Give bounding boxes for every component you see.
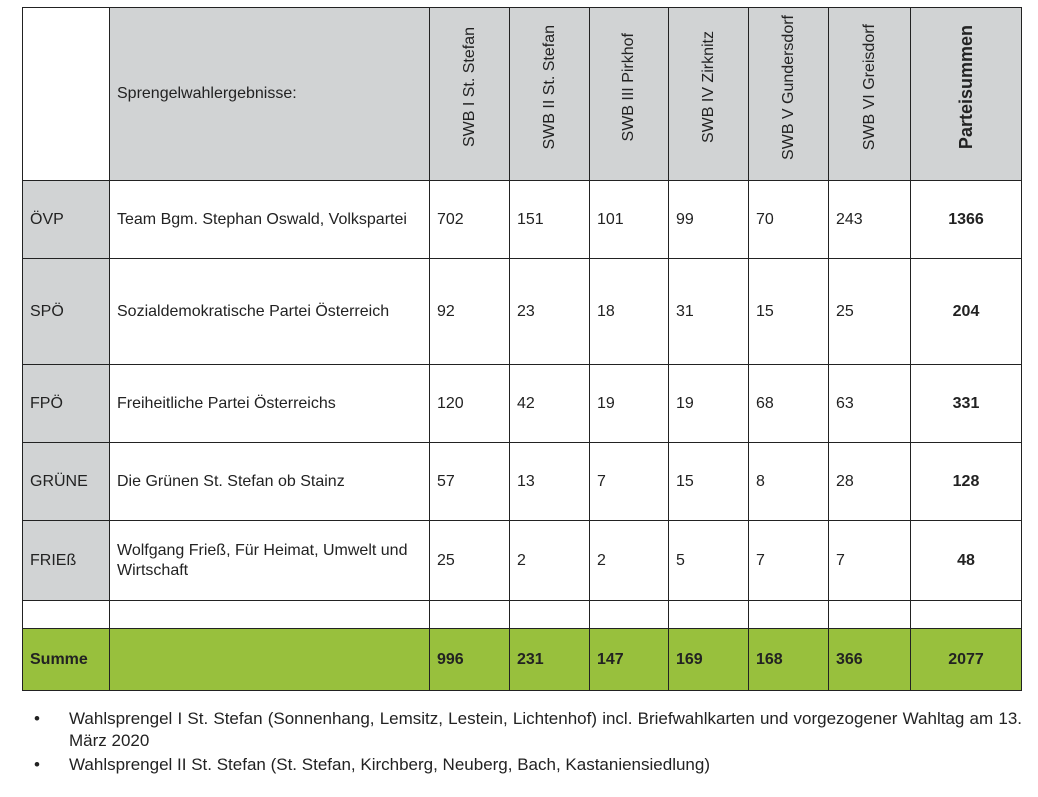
vote-cell: 25	[829, 259, 911, 365]
vote-cell: 101	[590, 181, 669, 259]
vote-cell: 120	[430, 365, 510, 443]
column-header-text: SWB VI Greisdorf	[860, 23, 878, 151]
column-header	[510, 8, 590, 181]
footnotes	[22, 708, 1022, 778]
empty-cell	[749, 601, 829, 629]
empty-cell	[430, 601, 510, 629]
vote-cell: 28	[829, 443, 911, 521]
vote-cell: 15	[669, 443, 749, 521]
vote-cell: 23	[510, 259, 590, 365]
vote-cell: 19	[590, 365, 669, 443]
table-row	[23, 181, 1022, 259]
sum-cell: 366	[829, 629, 911, 691]
vote-cell: 7	[590, 443, 669, 521]
vote-cell: 57	[430, 443, 510, 521]
bullet-icon: •	[34, 755, 40, 774]
column-header	[669, 8, 749, 181]
party-total: 204	[911, 259, 1022, 365]
empty-cell	[829, 601, 911, 629]
empty-cell	[669, 601, 749, 629]
party-abbr: FRIEß	[23, 521, 110, 601]
vote-cell: 8	[749, 443, 829, 521]
column-header	[430, 8, 510, 181]
bullet-icon: •	[34, 709, 40, 728]
empty-cell	[510, 601, 590, 629]
empty-row	[23, 601, 1022, 629]
vote-cell: 15	[749, 259, 829, 365]
grand-total: 2077	[911, 629, 1022, 691]
party-abbr: GRÜNE	[23, 443, 110, 521]
column-header-text: SWB I St. Stefan	[460, 26, 478, 148]
vote-cell: 13	[510, 443, 590, 521]
sum-cell: 147	[590, 629, 669, 691]
sum-cell: 996	[430, 629, 510, 691]
column-header-text: SWB II St. Stefan	[540, 24, 558, 150]
column-header	[829, 8, 911, 181]
footnote-item	[22, 754, 1022, 776]
vote-cell: 92	[430, 259, 510, 365]
party-abbr: FPÖ	[23, 365, 110, 443]
party-abbr: ÖVP	[23, 181, 110, 259]
empty-cell	[590, 601, 669, 629]
party-name: Team Bgm. Stephan Oswald, Volkspartei	[110, 181, 430, 259]
party-abbr: SPÖ	[23, 259, 110, 365]
party-total: 331	[911, 365, 1022, 443]
sum-row	[23, 629, 1022, 691]
empty-cell	[911, 601, 1022, 629]
footnote-text: Wahlsprengel I St. Stefan (Sonnenhang, Lemsitz, Lestein, Lichtenhof) incl. Briefwahlkarten und vorgezogener Wahltag am 13. März 2020	[69, 709, 1022, 750]
column-header	[749, 8, 829, 181]
vote-cell: 68	[749, 365, 829, 443]
party-total: 1366	[911, 181, 1022, 259]
vote-cell: 18	[590, 259, 669, 365]
vote-cell: 19	[669, 365, 749, 443]
vote-cell: 5	[669, 521, 749, 601]
sum-label: Summe	[23, 629, 110, 691]
vote-cell: 99	[669, 181, 749, 259]
column-header-text: SWB III Pirkhof	[620, 32, 637, 142]
vote-cell: 42	[510, 365, 590, 443]
vote-cell: 151	[510, 181, 590, 259]
sum-cell: 168	[749, 629, 829, 691]
vote-cell: 2	[510, 521, 590, 601]
total-column-header-text: Parteisummen	[956, 24, 976, 150]
vote-cell: 25	[430, 521, 510, 601]
sum-empty-cell	[110, 629, 430, 691]
header-row	[23, 8, 1022, 181]
vote-cell: 63	[829, 365, 911, 443]
vote-cell: 7	[749, 521, 829, 601]
party-name: Die Grünen St. Stefan ob Stainz	[110, 443, 430, 521]
table-row	[23, 521, 1022, 601]
table-row	[23, 259, 1022, 365]
party-total: 128	[911, 443, 1022, 521]
vote-cell: 70	[749, 181, 829, 259]
vote-cell: 702	[430, 181, 510, 259]
vote-cell: 31	[669, 259, 749, 365]
party-name: Wolfgang Frieß, Für Heimat, Umwelt und Wirtschaft	[110, 521, 430, 601]
table-row	[23, 365, 1022, 443]
empty-cell	[110, 601, 430, 629]
column-header-text: SWB IV Zirknitz	[699, 30, 717, 143]
sum-cell: 231	[510, 629, 590, 691]
election-results-table	[22, 7, 1022, 691]
column-header	[590, 8, 669, 181]
party-name: Freiheitliche Partei Österreichs	[110, 365, 430, 443]
column-header-text: SWB V Gundersdorf	[779, 14, 797, 160]
header-label: Sprengelwahlergebnisse:	[110, 8, 430, 181]
vote-cell: 243	[829, 181, 911, 259]
footnote-text: Wahlsprengel II St. Stefan (St. Stefan, Kirchberg, Neuberg, Bach, Kastaniensiedlung)	[69, 755, 711, 774]
footnote-item	[22, 708, 1022, 752]
total-column-header	[911, 8, 1022, 181]
vote-cell: 2	[590, 521, 669, 601]
table-row	[23, 443, 1022, 521]
header-corner-cell	[23, 8, 110, 181]
empty-cell	[23, 601, 110, 629]
sum-cell: 169	[669, 629, 749, 691]
vote-cell: 7	[829, 521, 911, 601]
party-total: 48	[911, 521, 1022, 601]
party-name: Sozialdemokratische Partei Österreich	[110, 259, 430, 365]
